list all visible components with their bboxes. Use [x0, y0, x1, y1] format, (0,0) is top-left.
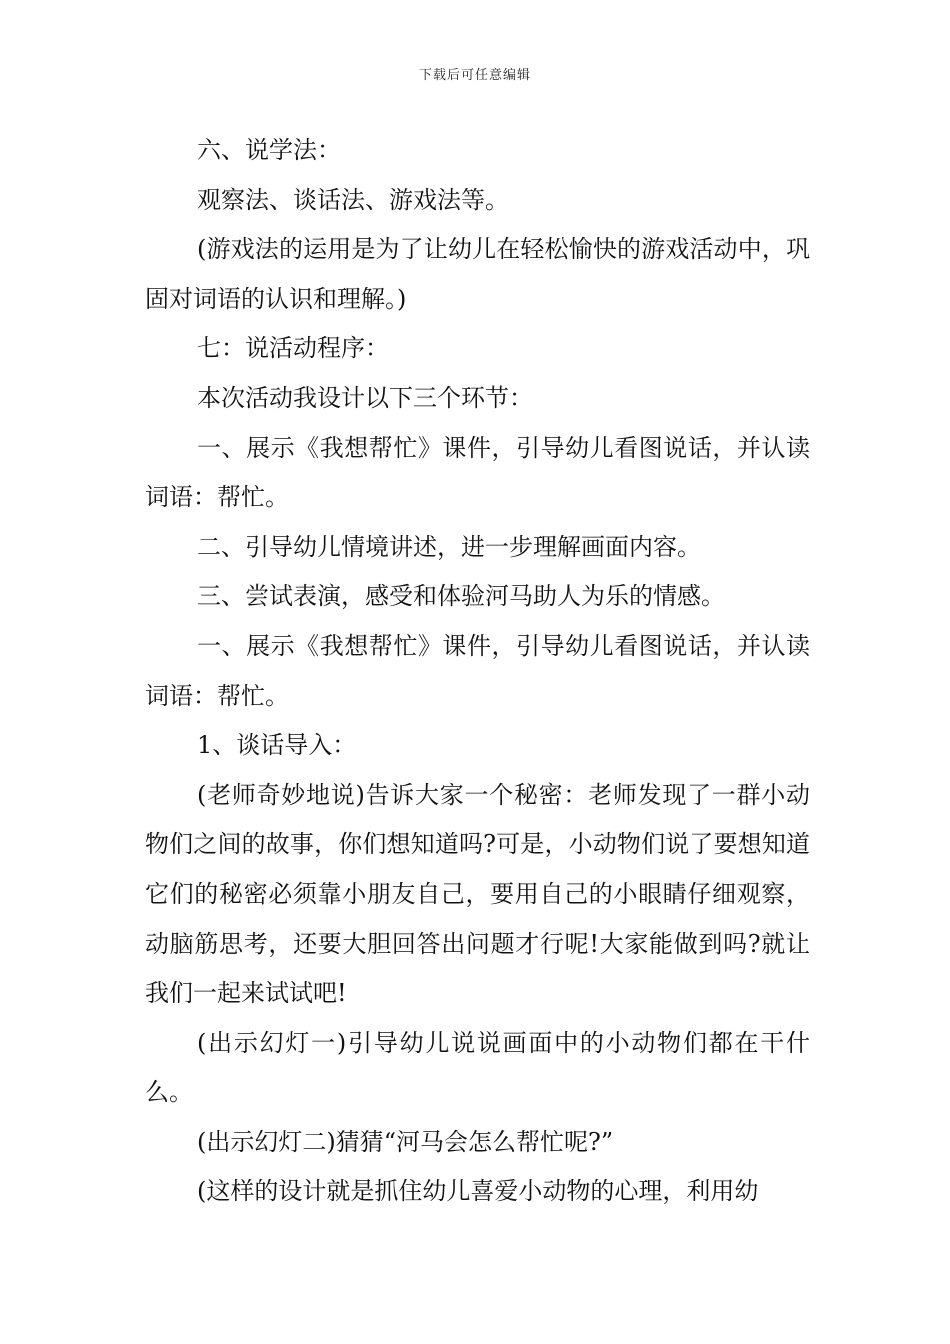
paragraph-9: 一、展示《我想帮忙》课件，引导幼儿看图说话，并认读词语：帮忙。 — [145, 631, 810, 710]
paragraph-7: 二、引导幼儿情境讲述，进一步理解画面内容。 — [197, 532, 701, 561]
page-header: 下载后可任意编辑 — [418, 68, 531, 83]
paragraph-4: 七：说活动程序： — [197, 334, 389, 363]
paragraph-6: 一、展示《我想帮忙》课件，引导幼儿看图说话，并认读词语：帮忙。 — [145, 433, 810, 512]
paragraph-13: (出示幻灯二)猜猜“河马会怎么帮忙呢?” — [197, 1127, 614, 1156]
paragraph-14: (这样的设计就是抓住幼儿喜爱小动物的心理，利用幼 — [197, 1177, 759, 1206]
paragraph-2: 观察法、谈话法、游戏法等。 — [197, 185, 509, 214]
document-body — [145, 126, 810, 1217]
paragraph-10: 1、谈话导入： — [197, 731, 357, 760]
paragraph-11: (老师奇妙地说)告诉大家一个秘密：老师发现了一群小动物们之间的故事，你们想知道吗?可是，小动物们说了要想知道它们的秘密必须靠小朋友自己，要用自己的小眼睛仔细观察，动脑筋思考，还要大胆回答出问题才行呢!大家能做到吗?就让我们一起来试试吧! — [145, 780, 810, 1008]
paragraph-3: (游戏法的运用是为了让幼儿在轻松愉快的游戏活动中，巩固对词语的认识和理解。) — [145, 235, 810, 313]
paragraph-12: (出示幻灯一)引导幼儿说说画面中的小动物们都在干什么。 — [145, 1028, 810, 1107]
paragraph-1: 六、说学法： — [197, 136, 341, 164]
paragraph-8: 三、尝试表演，感受和体验河马助人为乐的情感。 — [197, 582, 725, 611]
paragraph-5: 本次活动我设计以下三个环节： — [197, 383, 533, 412]
